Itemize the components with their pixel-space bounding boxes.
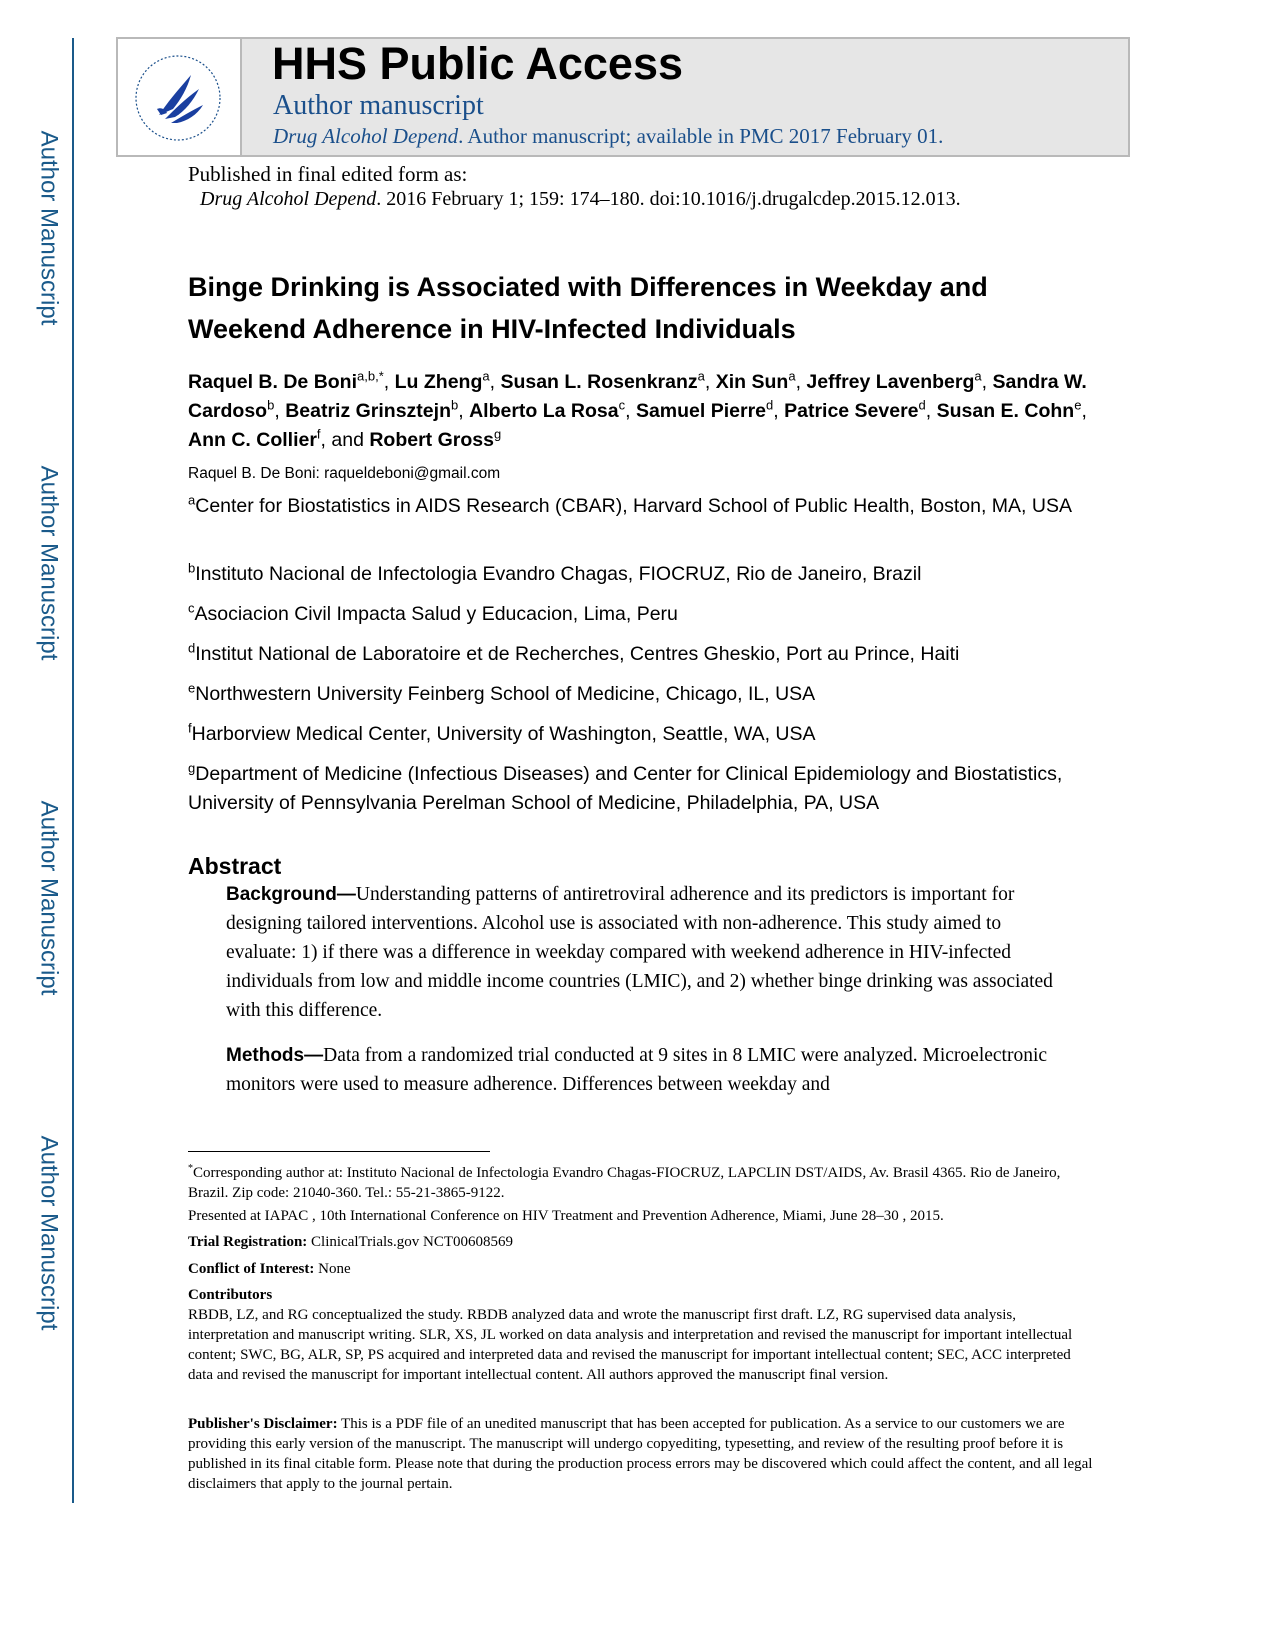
author-name: Samuel Pierre [635, 400, 767, 422]
author-separator: , [925, 400, 937, 422]
affiliation-text: Center for Biostatistics in AIDS Research (CBAR), Harvard School of Public Health, Boston, MA, USA [195, 495, 1072, 517]
author-affiliation-mark: b [450, 397, 459, 413]
author-name: Beatriz Grinsztejn [285, 400, 451, 422]
footnote-divider [188, 1151, 490, 1152]
author-affiliation-mark: a [697, 368, 705, 384]
author-name: Alberto La Rosa [469, 400, 619, 422]
affiliation-item [188, 720, 1098, 749]
author-affiliation-mark: b [267, 397, 275, 413]
footnote-disclaimer: Publisher's Disclaimer: This is a PDF file of an unedited manuscript that has been accepted for publication. As a service to our customers we are providing this early version of the manuscript. The manuscript will undergo copyediting, typesetting, and review of the resulting proof before it is published in its final citable form. Please note that during the production process errors may be discovered which could affect the content, and all legal disclaimers that apply to the journal pertain. [188, 1416, 1093, 1492]
affiliation-item [188, 600, 1098, 629]
author-affiliation-mark: a [974, 368, 982, 384]
affiliation-mark: b [188, 560, 196, 576]
affiliation-mark: g [188, 760, 196, 776]
affiliation-text: Asociacion Civil Impacta Salud y Educacion, Lima, Peru [194, 603, 678, 625]
author-separator: , [458, 400, 470, 422]
author-name: Sandra W. Cardoso [188, 371, 1087, 422]
author-separator: , [383, 371, 395, 393]
affiliation-mark: e [188, 680, 196, 696]
author-separator: , [274, 400, 286, 422]
publication-label: Published in final edited form as: [188, 162, 468, 186]
author-name: Lu Zheng [394, 371, 483, 393]
affiliation-mark: a [188, 492, 196, 508]
author-name: Ann C. Collier [188, 429, 317, 451]
author-separator: , and [320, 429, 370, 451]
sidebar-label: Author Manuscript [35, 1135, 63, 1331]
affiliation-mark: d [188, 640, 196, 656]
author-affiliation-mark: a,b,* [357, 368, 384, 384]
author-separator: , [625, 400, 636, 422]
author-affiliation-mark: d [918, 397, 926, 413]
abstract-background: Background—Understanding patterns of antiretroviral adherence and its predictors is important for designing tailored interventions. Alcohol use is associated with non-adherence. This study aimed to evaluate: 1) if there was a difference in weekday compared with weekend adherence in HIV-infected individuals from low and middle income countries (LMIC), and 2) whether binge drinking was associated with this difference. [226, 884, 1053, 1021]
author-name: Susan E. Cohn [936, 400, 1075, 422]
affiliation-item [188, 760, 1098, 818]
author-affiliation-mark: a [788, 368, 796, 384]
sidebar-divider [72, 38, 74, 1503]
author-name: Susan L. Rosenkranz [500, 371, 698, 393]
author-affiliation-mark: g [493, 426, 502, 442]
paper-title: Binge Drinking is Associated with Differences in Weekday and Weekend Adherence in HIV-Infected Individuals [188, 272, 988, 344]
publication-citation: Drug Alcohol Depend. 2016 February 1; 159: 174–180. doi:10.1016/j.drugalcdep.2015.12.013. [200, 188, 961, 210]
affiliation-text: Harborview Medical Center, University of Washington, Seattle, WA, USA [191, 723, 816, 745]
affiliation-text: Institut National de Laboratoire et de Recherches, Centres Gheskio, Port au Prince, Haiti [195, 643, 960, 665]
affiliation-item [188, 492, 1098, 521]
affiliation-item [188, 560, 1098, 589]
author-separator: , [981, 371, 993, 393]
affiliation-item [188, 680, 1098, 709]
affiliation-mark: f [188, 720, 192, 736]
author-separator: , [489, 371, 501, 393]
sidebar-label: Author Manuscript [35, 800, 63, 996]
sidebar-label: Author Manuscript [35, 465, 63, 661]
author-separator: , [704, 371, 716, 393]
affiliation-text: Instituto Nacional de Infectologia Evandro Chagas, FIOCRUZ, Rio de Janeiro, Brazil [195, 563, 922, 585]
manuscript-type: Author manuscript [273, 90, 484, 121]
affiliation-mark: c [188, 600, 195, 616]
author-list [188, 368, 1098, 455]
affiliation-item [188, 640, 1098, 669]
author-separator: , [1081, 400, 1087, 422]
sidebar-label: Author Manuscript [35, 130, 63, 326]
author-name: Raquel B. De Boni [188, 371, 358, 393]
author-affiliation-mark: e [1074, 397, 1082, 413]
author-affiliation-mark: f [316, 426, 321, 442]
author-affiliation-mark: a [482, 368, 490, 384]
footnote-corresponding: *Corresponding author at: Instituto Nacional de Infectologia Evandro Chagas-FIOCRUZ, LAPCLIN DST/AIDS, Av. Brasil 4365. Rio de Janeiro, Brazil. Zip code: 21040-360. Tel.: 55-21-3865-9122. [188, 1163, 1061, 1201]
hhs-logo [118, 39, 242, 155]
footnote-contributors: Contributors RBDB, LZ, and RG conceptualized the study. RBDB analyzed data and wrote the manuscript first draft. LZ, RG supervised data analysis, interpretation and manuscript writing. SLR, XS, JL worked on data analysis and interpretation and revised the manuscript for important intellectual content; SWC, BG, ALR, SP, PS acquired and interpreted data and revised the manuscript for important intellectual content; SEC, ACC interpreted data and revised the manuscript for important intellectual content. All authors approved the manuscript final version. [188, 1287, 1073, 1383]
author-separator: , [773, 400, 785, 422]
contact-email: Raquel B. De Boni: raqueldeboni@gmail.com [188, 465, 501, 482]
footnote-conflict: Conflict of Interest: None [188, 1261, 351, 1277]
author-affiliation-mark: c [618, 397, 626, 413]
author-name: Xin Sun [715, 371, 789, 393]
page-title: HHS Public Access [272, 38, 683, 89]
footnote-presented: Presented at IAPAC , 10th International Conference on HIV Treatment and Prevention Adherence, Miami, June 28–30 , 2015. [188, 1208, 944, 1224]
hhs-eagle-icon [131, 53, 225, 143]
author-name: Robert Gross [369, 429, 494, 451]
abstract-methods: Methods—Data from a randomized trial conducted at 9 sites in 8 LMIC were analyzed. Microelectronic monitors were used to measure adherence. Differences between weekday and [226, 1045, 1048, 1095]
affiliation-text: Northwestern University Feinberg School of Medicine, Chicago, IL, USA [195, 683, 816, 705]
author-name: Patrice Severe [784, 400, 919, 422]
availability-line: Drug Alcohol Depend. Author manuscript; available in PMC 2017 February 01. [273, 124, 944, 148]
affiliation-text: Department of Medicine (Infectious Diseases) and Center for Clinical Epidemiology and Biostatistics, University of Pennsylvania Perelman School of Medicine, Philadelphia, PA, USA [188, 763, 1063, 814]
footnote-trial: Trial Registration: ClinicalTrials.gov NCT00608569 [188, 1234, 513, 1250]
journal-name: Drug Alcohol Depend [273, 124, 459, 148]
author-affiliation-mark: d [766, 397, 774, 413]
author-separator: , [795, 371, 807, 393]
author-name: Jeffrey Lavenberg [806, 371, 975, 393]
abstract-heading: Abstract [188, 853, 282, 879]
